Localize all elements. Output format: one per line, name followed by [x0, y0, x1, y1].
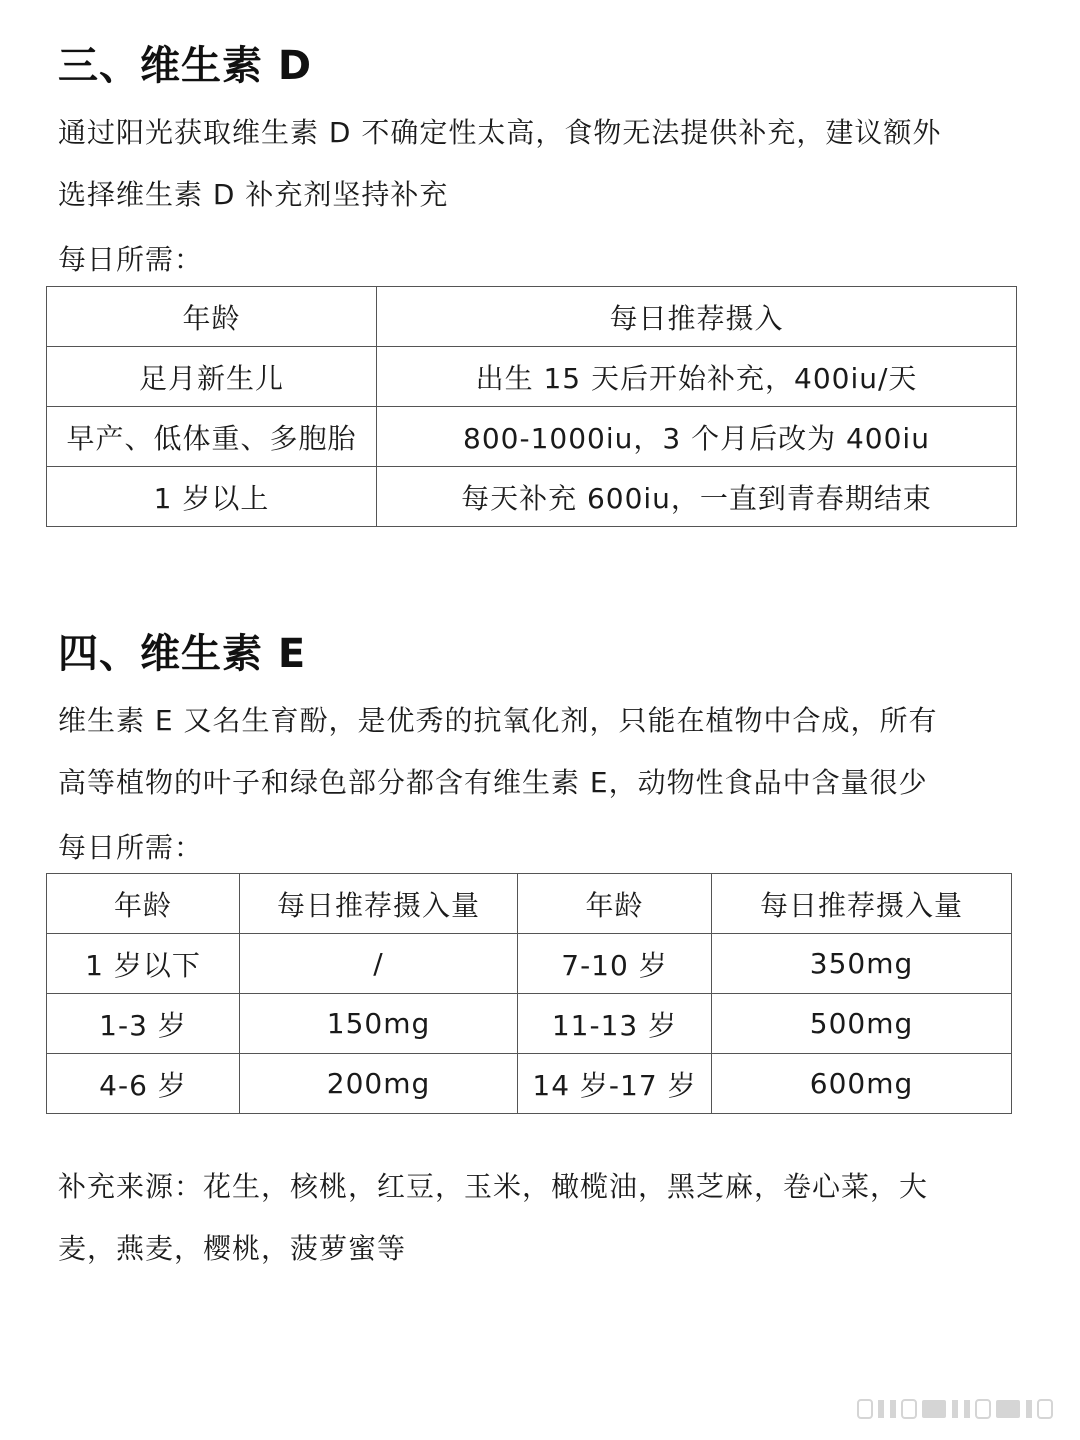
section-title-vitamin-e: 四、维生素 E [58, 631, 307, 677]
table-row [47, 1054, 1012, 1114]
watermark-icon [856, 1396, 1056, 1422]
header-age: 年龄 [47, 874, 240, 934]
table-cell: 1 岁以下 [47, 934, 240, 994]
vitamin-e-paragraph-line2: 高等植物的叶子和绿色部分都含有维生素 E，动物性食品中含量很少 [58, 766, 928, 799]
table-cell: 14 岁-17 岁 [518, 1054, 712, 1114]
table-cell: 1-3 岁 [47, 994, 240, 1054]
vitamin-e-sources [58, 1156, 1028, 1280]
header-daily-intake: 每日推荐摄入量 [712, 874, 1012, 934]
table-cell: 4-6 岁 [47, 1054, 240, 1114]
table-cell: 500mg [712, 994, 1012, 1054]
table-cell: 早产、低体重、多胞胎 [47, 407, 377, 467]
table-cell: 150mg [240, 994, 518, 1054]
vitamin-d-paragraph-line2: 选择维生素 D 补充剂坚持补充 [58, 178, 449, 211]
table-cell: / [240, 934, 518, 994]
table-cell: 11-13 岁 [518, 994, 712, 1054]
header-daily-intake: 每日推荐摄入 [377, 287, 1017, 347]
vitamin-e-sources-line1: 补充来源：花生，核桃，红豆，玉米，橄榄油，黑芝麻，卷心菜，大 [58, 1170, 929, 1203]
vitamin-e-sources-line2: 麦，燕麦，樱桃，菠萝蜜等 [58, 1232, 407, 1265]
header-daily-intake: 每日推荐摄入量 [240, 874, 518, 934]
table-cell: 200mg [240, 1054, 518, 1114]
vitamin-d-paragraph [58, 102, 1028, 226]
section-title-vitamin-d: 三、维生素 D [58, 43, 313, 89]
table-row [47, 347, 1017, 407]
table-cell: 足月新生儿 [47, 347, 377, 407]
table-cell: 7-10 岁 [518, 934, 712, 994]
table-header-row [47, 287, 1017, 347]
table-row [47, 994, 1012, 1054]
table-cell: 800-1000iu，3 个月后改为 400iu [377, 407, 1017, 467]
table-cell: 350mg [712, 934, 1012, 994]
vitamin-d-table [46, 286, 1017, 527]
table-row [47, 934, 1012, 994]
table-cell: 出生 15 天后开始补充，400iu/天 [377, 347, 1017, 407]
table-row [47, 467, 1017, 527]
table-cell: 1 岁以上 [47, 467, 377, 527]
header-age: 年龄 [47, 287, 377, 347]
vitamin-e-table [46, 873, 1012, 1114]
table-cell: 600mg [712, 1054, 1012, 1114]
vitamin-d-paragraph-line1: 通过阳光获取维生素 D 不确定性太高，食物无法提供补充，建议额外 [58, 116, 942, 149]
table-header-row [47, 874, 1012, 934]
vitamin-e-paragraph-line1: 维生素 E 又名生育酚，是优秀的抗氧化剂，只能在植物中合成，所有 [58, 704, 938, 737]
vitamin-e-paragraph [58, 690, 1028, 814]
vitamin-e-daily-label: 每日所需： [58, 831, 204, 864]
header-age: 年龄 [518, 874, 712, 934]
table-cell: 每天补充 600iu，一直到青春期结束 [377, 467, 1017, 527]
table-row [47, 407, 1017, 467]
vitamin-d-daily-label: 每日所需： [58, 243, 204, 276]
